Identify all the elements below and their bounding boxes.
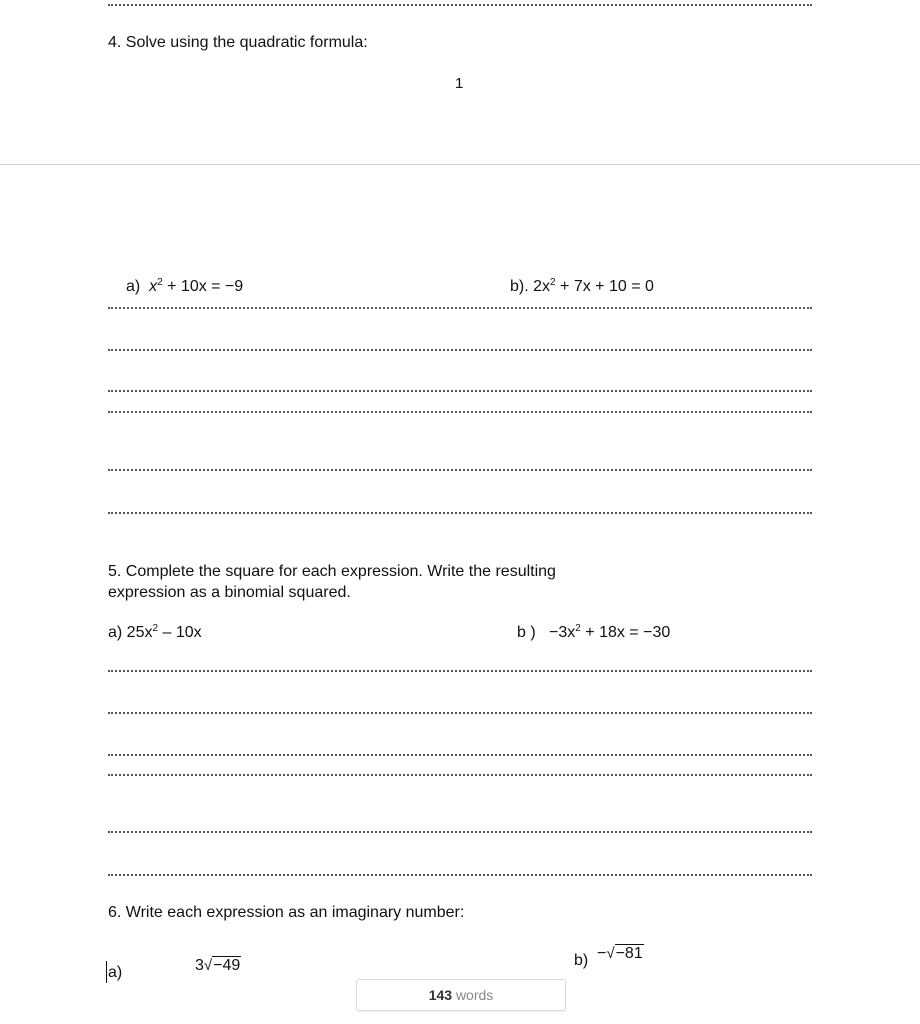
square-root-symbol: √−81 (606, 945, 643, 962)
question-6a-expression (195, 956, 241, 976)
question-5-heading-line-2: expression as a binomial squared. (108, 584, 351, 601)
question-6-heading: 6. Write each expression as an imaginary number: (108, 904, 465, 921)
answer-line (108, 411, 812, 413)
question-5b-exponent: 2 (575, 623, 581, 634)
question-6a-label: a) (108, 964, 123, 981)
question-5a-text: a) 25x (108, 624, 153, 641)
page-break-divider (0, 164, 920, 165)
answer-line (108, 349, 812, 351)
question-5-heading-line-1: 5. Complete the square for each expression. Write the resulting (108, 563, 556, 580)
word-count-label: words (455, 987, 494, 1003)
question-4-heading: 4. Solve using the quadratic formula: (108, 34, 368, 51)
question-4a-exponent: 2 (157, 277, 163, 288)
question-5b-text: −3x (549, 624, 576, 641)
question-5b-rest: + 18x = −30 (580, 624, 671, 641)
question-6b-expression (597, 944, 644, 964)
question-4a-var: x (149, 278, 158, 295)
answer-line (108, 670, 812, 672)
question-6a-coefficient: 3 (195, 957, 204, 974)
answer-line (108, 4, 812, 6)
answer-line (108, 831, 812, 833)
question-4a-rest: + 10x = −9 (162, 278, 244, 295)
question-5a-rest: – 10x (158, 624, 202, 641)
question-4b-rest: + 7x + 10 = 0 (555, 278, 654, 295)
answer-line (108, 712, 812, 714)
question-5a-exponent: 2 (152, 623, 159, 634)
answer-line (108, 774, 812, 776)
answer-line (108, 754, 812, 756)
word-count-number: 143 (428, 987, 453, 1003)
question-5b (517, 619, 670, 643)
page-number: 1 (455, 75, 464, 92)
question-4a (126, 273, 243, 297)
answer-line (108, 390, 812, 392)
question-6a-radicand: −49 (213, 957, 241, 974)
question-4b-text: b). 2x (510, 278, 551, 295)
answer-line (108, 307, 812, 309)
word-count-badge[interactable] (356, 979, 566, 1011)
text-cursor (106, 961, 107, 983)
question-5b-label: b ) (517, 624, 536, 641)
square-root-symbol: √−49 (203, 957, 241, 974)
answer-line (108, 512, 812, 514)
question-6b-sign: − (597, 945, 607, 962)
question-4b-exponent: 2 (550, 277, 556, 288)
question-4a-label: a) (126, 278, 141, 295)
question-4b (510, 273, 654, 297)
answer-line (108, 874, 812, 876)
question-6b-label: b) (574, 952, 589, 969)
question-6b-radicand: −81 (615, 945, 643, 962)
question-5a (108, 619, 202, 643)
answer-line (108, 469, 812, 471)
